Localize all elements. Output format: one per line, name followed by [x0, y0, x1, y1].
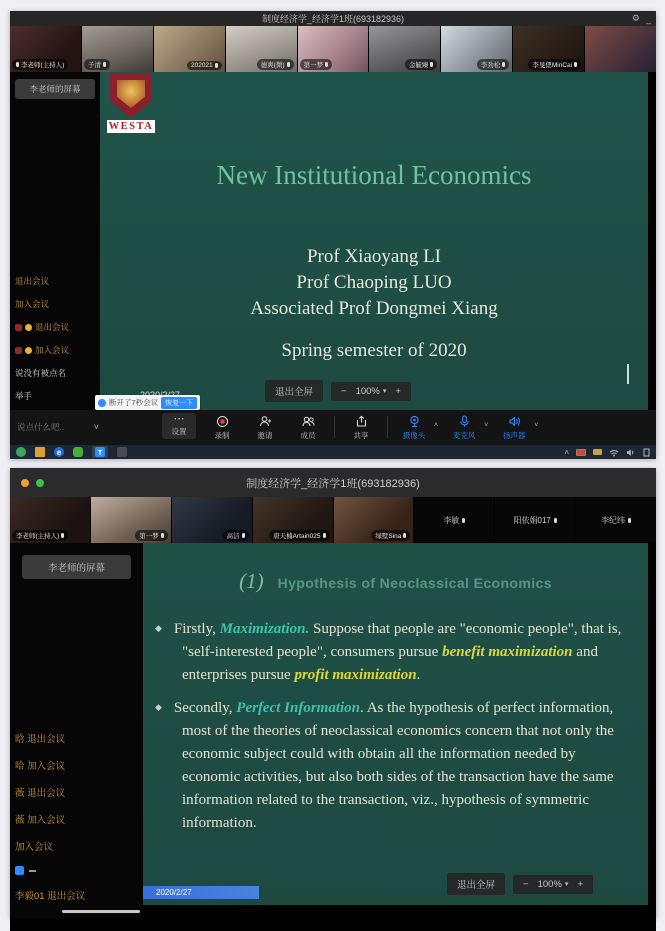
participant-tile[interactable] — [82, 26, 154, 72]
windows-taskbar — [10, 445, 656, 459]
chat-message: 薇 退出会议 — [15, 788, 66, 799]
notification-toast — [95, 395, 200, 410]
titlebar[interactable] — [10, 468, 656, 497]
chat-log — [15, 731, 142, 902]
slide-authors — [100, 244, 648, 322]
participant-tile[interactable] — [10, 497, 91, 543]
participant-name: 唐天楠Artain025 — [273, 533, 321, 540]
participant-tile[interactable] — [576, 497, 656, 543]
speaker-icon — [508, 415, 521, 428]
slide-bullets — [155, 617, 634, 844]
microphone-button[interactable]: 麦克风 — [447, 413, 481, 443]
share-icon — [355, 415, 368, 428]
bullet-diamond-icon: ◆ — [155, 702, 162, 712]
participant-name: 李旻偲MinCai — [532, 62, 573, 69]
westa-logo-text: WESTA — [108, 121, 154, 132]
participant-tile[interactable] — [298, 26, 370, 72]
invite-button[interactable]: 邀请 — [248, 413, 282, 443]
toast-text: 断开了7秒会议 — [109, 398, 159, 407]
zoom-in-button[interactable]: + — [577, 878, 583, 890]
chevron-down-icon[interactable]: ˅ — [484, 422, 489, 429]
window-edge — [648, 72, 656, 410]
mic-icon — [242, 533, 245, 538]
settings-button[interactable]: ⋯ 设置 — [162, 413, 196, 439]
zoom-level[interactable]: 100% — [355, 385, 380, 397]
attachment-caption — [29, 870, 36, 872]
participant-tile[interactable] — [154, 26, 226, 72]
participant-tile[interactable] — [253, 497, 334, 543]
record-icon — [216, 415, 229, 428]
slide-date: 2020/2/27 — [156, 888, 192, 897]
mic-icon — [462, 518, 465, 523]
volume-icon[interactable] — [626, 448, 636, 457]
participant-name: 绿墅Sina — [375, 533, 402, 540]
shared-screen-button[interactable]: 李老师的屏幕 — [22, 555, 131, 579]
westa-logo — [105, 74, 157, 133]
slide-title: New Institutional Economics — [216, 160, 532, 190]
mic-icon — [574, 62, 577, 67]
tray-expand-icon[interactable]: ˄ — [564, 447, 569, 457]
participant-tile[interactable] — [91, 497, 172, 543]
participant-name: 金毓臻 — [408, 62, 429, 69]
mic-icon — [554, 518, 557, 523]
record-button[interactable]: 录制 — [205, 413, 239, 443]
dots-icon: ⋯ — [173, 413, 185, 425]
chevron-down-icon[interactable]: ˅ — [534, 422, 539, 429]
chat-message: 哈 加入会议 — [15, 761, 66, 772]
tencent-meeting-icon: T — [95, 447, 105, 457]
mic-icon — [287, 62, 290, 67]
emoji-icon — [15, 347, 22, 354]
chat-message: 说没有被点名 — [15, 368, 67, 378]
slide-heading-text: Hypothesis of Neoclassical Economics — [277, 575, 552, 591]
left-panel — [10, 543, 143, 918]
chat-input[interactable] — [17, 421, 99, 433]
participant-tile[interactable] — [334, 497, 415, 543]
fullscreen-traffic-light[interactable] — [36, 479, 44, 487]
window-edge — [648, 543, 656, 918]
invite-icon — [259, 415, 272, 428]
shared-slide — [100, 72, 648, 410]
window-title: 制度经济学_经济学1班(693182936) — [261, 14, 405, 24]
participant-name: 第一梦 — [139, 533, 159, 540]
zoom-caret-icon[interactable]: ▾ — [382, 388, 387, 395]
chat-message: 退出会议 — [15, 276, 50, 286]
shared-slide — [143, 543, 648, 905]
shared-screen-button[interactable]: 李老师的屏幕 — [15, 79, 95, 99]
author-line: Associated Prof Dongmei Xiang — [250, 298, 498, 319]
mic-icon — [502, 62, 505, 67]
emoji-icon — [25, 324, 32, 331]
mic-icon — [323, 533, 326, 538]
participant-name: 子清 — [87, 62, 101, 69]
zoom-out-button[interactable]: − — [523, 878, 529, 890]
meeting-window-bottom — [10, 468, 656, 918]
chat-message: 加入会议 — [15, 344, 99, 356]
participant-tile[interactable] — [585, 26, 656, 72]
participant-name: 李纪纬 — [601, 515, 626, 525]
exit-fullscreen-button[interactable]: 退出全屏 — [447, 873, 505, 895]
author-line: Prof Chaoping LUO — [296, 272, 452, 293]
scrollbar-handle[interactable] — [627, 364, 630, 384]
zoom-caret-icon[interactable]: ▾ — [564, 881, 569, 888]
slide-progress-strip — [143, 886, 259, 899]
participant-name: 第一梦 — [303, 62, 324, 69]
file-explorer-icon[interactable] — [35, 447, 45, 457]
share-screen-button[interactable]: 共享 — [344, 413, 378, 443]
participant-tile[interactable] — [513, 26, 585, 72]
minimize-traffic-light[interactable] — [21, 479, 29, 487]
participant-strip — [10, 26, 656, 72]
participant-tile[interactable] — [172, 497, 253, 543]
members-icon — [302, 415, 315, 428]
mic-icon — [628, 518, 631, 523]
left-panel — [10, 72, 100, 410]
camera-icon — [408, 415, 421, 428]
members-button[interactable]: 成员 — [291, 413, 325, 443]
participant-name: 202021 — [190, 62, 213, 69]
slide-semester: Spring semester of 2020 — [281, 340, 467, 361]
chat-message: 薇 加入会议 — [15, 815, 66, 826]
bullet-item: ◆ Secondly, Perfect Information. As the hypothesis of perfect information, most of the theories of neoclassical economics concern that not only the economic subject could with obtain all the information needed by economic activities, but also both sides of the transaction have the same information related to the transaction, viz., hypothesis of symmetric information. — [155, 700, 614, 831]
participant-tile[interactable] — [441, 26, 513, 72]
zoom-level[interactable]: 100% — [537, 878, 562, 890]
camera-button[interactable]: 摄像头 — [397, 413, 431, 443]
chat-message: 晗 退出会议 — [15, 734, 66, 745]
chevron-up-icon[interactable]: ˄ — [434, 422, 439, 429]
participant-name: 李老师(主持人) — [21, 62, 65, 69]
participant-tile[interactable] — [226, 26, 298, 72]
app-notification-icon — [98, 399, 106, 407]
slide-heading — [143, 569, 648, 594]
scrollbar-handle[interactable] — [62, 910, 140, 913]
chat-message: 退出会议 — [15, 321, 99, 333]
slide-heading-number: (1) — [239, 569, 264, 593]
minimize-icon[interactable]: _ — [645, 13, 651, 24]
settings-gear-icon[interactable]: ⚙ — [631, 13, 640, 23]
mic-icon — [161, 533, 164, 538]
wechat-icon[interactable] — [73, 447, 83, 457]
speaker-button[interactable]: 扬声器 — [497, 413, 531, 443]
titlebar[interactable] — [10, 11, 656, 26]
window-title: 制度经济学_经济学1班(693182936) — [246, 477, 420, 490]
chat-message: 举手 — [15, 391, 33, 401]
chat-placeholder: 说点什么吧.. — [17, 422, 65, 432]
edge-browser-icon[interactable]: e — [54, 447, 64, 457]
battery-icon[interactable] — [576, 449, 586, 456]
bullet-diamond-icon: ◆ — [155, 623, 162, 633]
input-indicator-icon[interactable] — [643, 448, 650, 457]
mic-icon — [61, 533, 64, 538]
participant-name: 德爽(微) — [260, 62, 285, 69]
toolbar-divider — [334, 416, 335, 438]
participant-tile[interactable] — [414, 497, 495, 543]
image-attachment-icon[interactable] — [15, 866, 24, 875]
view-controls — [447, 873, 593, 895]
tencent-meeting-taskbar-item[interactable] — [92, 446, 108, 458]
zoom-out-button[interactable]: − — [341, 385, 347, 397]
tray-folder-icon[interactable] — [593, 449, 602, 455]
mic-icon — [403, 533, 406, 538]
network-icon[interactable] — [609, 448, 619, 457]
chat-message: 加入会议 — [15, 842, 54, 853]
mic-icon — [215, 63, 218, 68]
mic-icon — [430, 62, 433, 67]
participant-tile[interactable] — [495, 497, 576, 543]
mic-icon — [325, 62, 328, 67]
participant-tile[interactable] — [369, 26, 441, 72]
participant-name: 李敏 — [443, 515, 460, 525]
participant-name: 李劲松 — [480, 62, 501, 69]
participant-name: 阳依娟017 — [513, 515, 551, 525]
chat-message: 李毅01 退出会议 — [15, 891, 86, 902]
emoji-icon — [15, 324, 22, 331]
participant-name: 李老师(主持人) — [16, 533, 60, 540]
author-line: Prof Xiaoyang LI — [306, 246, 442, 267]
toolbar-divider — [387, 416, 388, 438]
emoji-icon — [25, 347, 32, 354]
chat-message: 加入会议 — [15, 299, 50, 309]
mic-icon — [103, 62, 106, 67]
app-icon[interactable] — [16, 447, 26, 457]
chat-log — [15, 275, 99, 402]
view-controls — [265, 380, 411, 402]
bullet-item: ◆ Firstly, Maximization. Suppose that people are "economic people", that is, "self-interested people", consumers pursue benefit maximization and enterprises pursue profit maximization. — [155, 621, 622, 683]
westa-shield-icon — [110, 74, 152, 118]
participant-strip — [10, 497, 656, 543]
chevron-down-icon[interactable]: ˅ — [93, 422, 99, 432]
participant-tile[interactable] — [10, 26, 82, 72]
mic-icon — [16, 62, 19, 67]
meeting-window-top — [10, 11, 656, 459]
participant-name: 高洁 — [226, 533, 240, 540]
chat-message — [15, 866, 142, 875]
zoom-in-button[interactable]: + — [395, 385, 401, 397]
microphone-icon — [458, 415, 471, 428]
toast-action-button[interactable]: 恢复一下 — [161, 397, 197, 409]
app-icon[interactable] — [117, 447, 127, 457]
exit-fullscreen-button[interactable]: 退出全屏 — [265, 380, 323, 402]
meeting-toolbar — [10, 410, 656, 445]
